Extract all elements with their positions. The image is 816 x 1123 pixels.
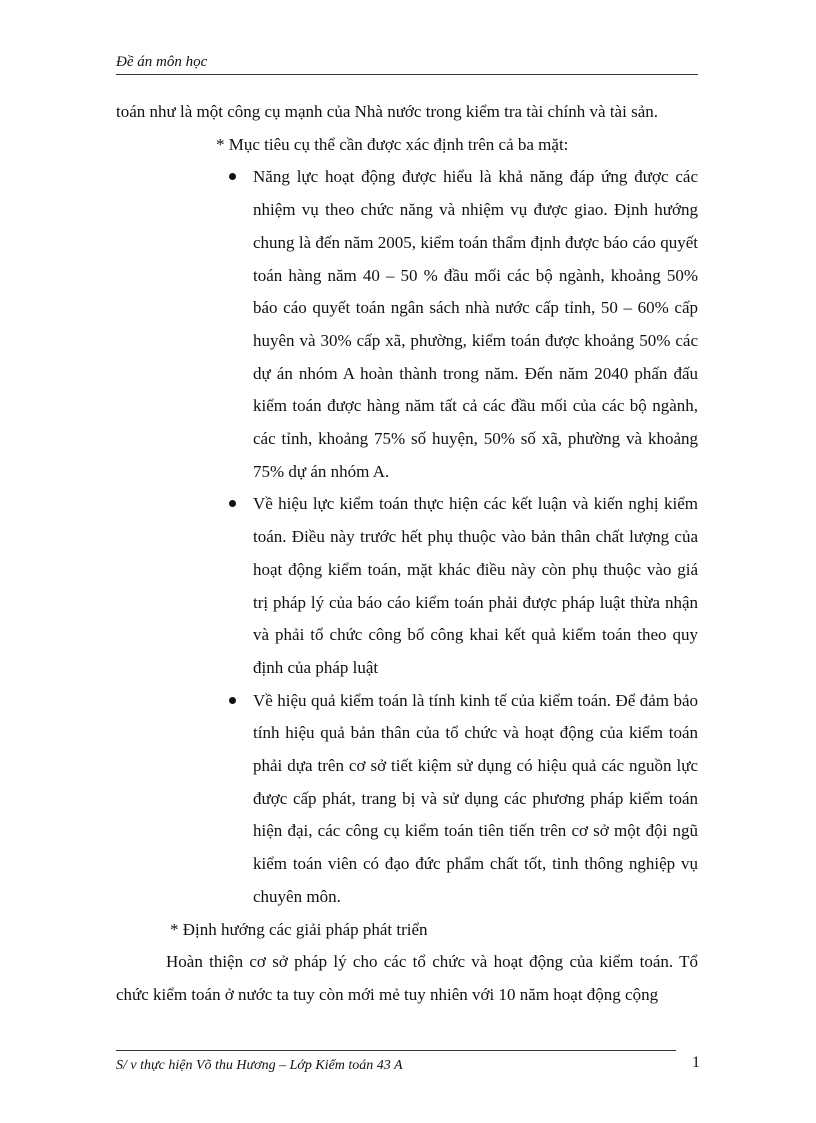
list-item <box>253 161 698 488</box>
bullet-icon <box>229 500 236 507</box>
bullet-icon <box>229 697 236 704</box>
list-item-text: Năng lực hoạt động được hiểu là khả năng đáp ứng được các nhiệm vụ theo chức năng và nhiệm vụ được giao. Định hướng chung là đến năm 2005, kiểm toán thẩm định được báo cáo quyết toán hàng năm 40 – 50 % đầu mối các bộ ngành, khoảng 50% báo cáo quyết toán ngân sách nhà nước cấp tỉnh, 50 – 60% cấp huyên và 30% cấp xã, phường, kiểm toán được khoảng 50% các dự án nhóm A hoàn thành trong năm. Đến năm 2040 phấn đấu kiểm toán được hàng năm tất cả các đầu mối của các bộ ngành, các tỉnh, khoảng 75% số huyện, 50% số xã, phường và khoảng 75% dự án nhóm A. <box>253 167 698 481</box>
direction-heading: * Định hướng các giải pháp phát triển <box>170 919 428 939</box>
page-footer <box>116 1050 676 1077</box>
goals-list <box>116 161 698 913</box>
page-content <box>116 96 698 1012</box>
list-item-text: Về hiệu quả kiểm toán là tính kinh tế của kiểm toán. Để đảm bảo tính hiệu quả bản thân của tổ chức và hoạt động của kiểm toán phải dựa trên cơ sở tiết kiệm sử dụng có hiệu quả các nguồn lực được cấp phát, trang bị và sử dụng các phương pháp kiểm toán hiện đại, các công cụ kiểm toán tiên tiến trên cơ sở một đội ngũ kiểm toán viên có đạo đức phẩm chất tốt, tinh thông nghiệp vụ chuyên môn. <box>253 690 698 906</box>
goals-heading: * Mục tiêu cụ thể cần được xác định trên cả ba mặt: <box>216 134 569 154</box>
intro-paragraph: toán như là một công cụ mạnh của Nhà nước trong kiểm tra tài chính và tài sản. <box>116 102 658 121</box>
closing-paragraph: Hoàn thiện cơ sở pháp lý cho các tổ chức và hoạt động của kiểm toán. Tổ chức kiểm toán ở nước ta tuy còn mới mẻ tuy nhiên với 10 năm hoạt động cộng <box>116 952 698 1004</box>
header-title: Đề án môn học <box>116 54 208 70</box>
bullet-icon <box>229 173 236 180</box>
footer-author: S/ v thực hiện Võ thu Hương – Lớp Kiểm toán 43 A <box>116 1058 403 1073</box>
page-number: 1 <box>692 1054 700 1071</box>
list-item <box>253 488 698 684</box>
list-item-text: Về hiệu lực kiểm toán thực hiện các kết luận và kiến nghị kiểm toán. Điều này trước hết phụ thuộc vào bản thân chất lượng của hoạt động kiểm toán, mặt khác điều này còn phụ thuộc vào giá trị pháp lý của báo cáo kiểm toán phải được pháp luật thừa nhận và phải tổ chức công bố công khai kết quả kiểm toán theo quy định của pháp luật <box>253 494 698 677</box>
page-header <box>116 52 698 75</box>
list-item <box>253 685 698 914</box>
